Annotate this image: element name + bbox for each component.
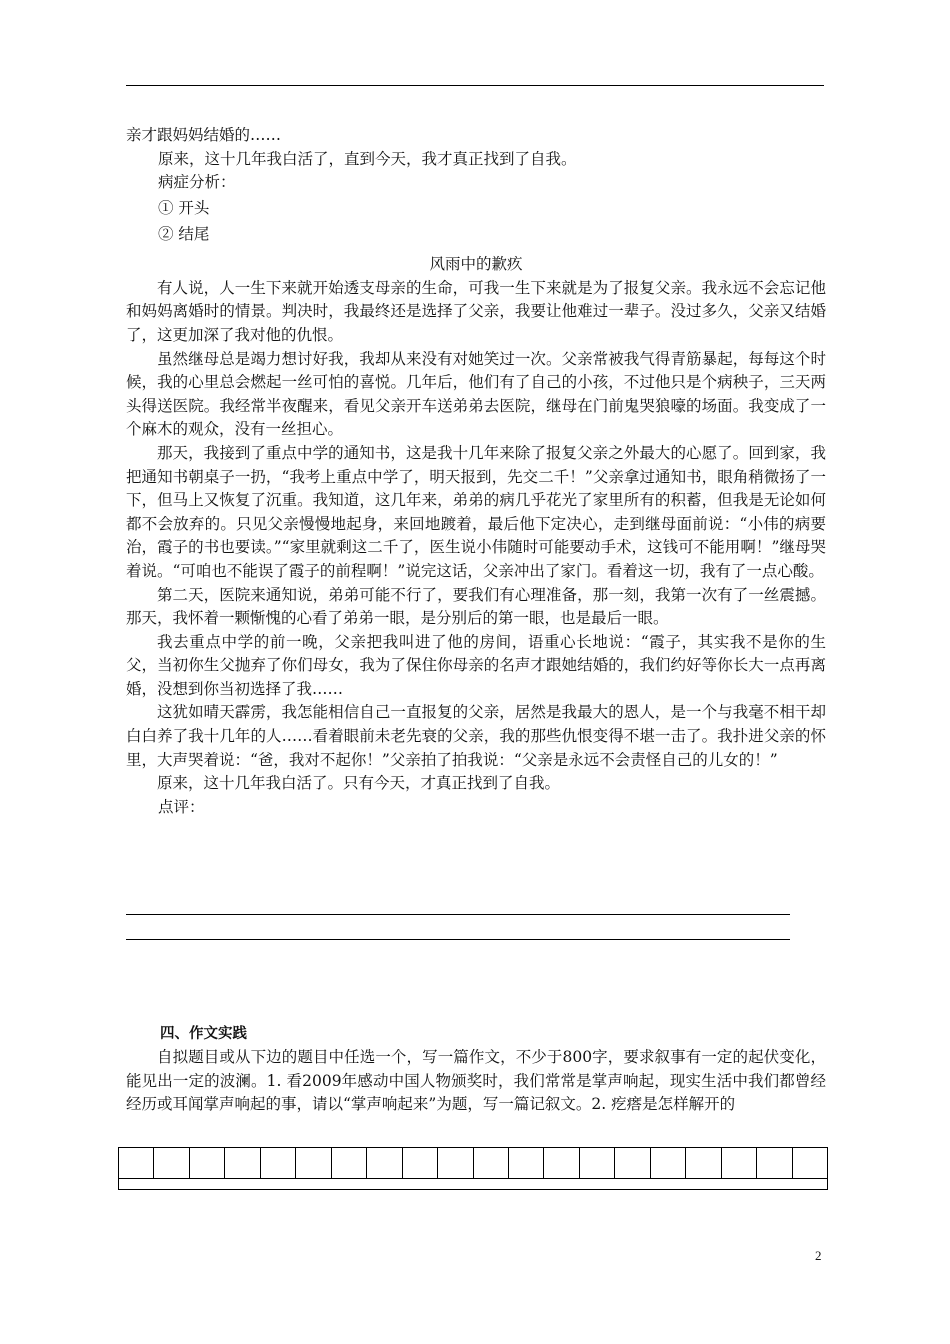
practice-heading: 四、作文实践 bbox=[160, 1026, 247, 1042]
grid-cell bbox=[403, 1148, 438, 1178]
diagnosis-item-opening: ① 开头 bbox=[158, 198, 210, 217]
grid-cell bbox=[544, 1148, 579, 1178]
grid-cell bbox=[474, 1148, 509, 1178]
diagnosis-item-ending: ② 结尾 bbox=[158, 224, 210, 243]
comment-label: 点评： bbox=[158, 797, 205, 816]
essay-paragraph: 第二天，医院来通知说，弟弟可能不行了，要我们有心理准备，那一刻，我第一次有了一丝震撼。那天，我怀着一颗惭愧的心看了弟弟一眼，是分别后的第一眼，也是最后一眼。 bbox=[126, 585, 826, 628]
continuation-conclusion: 原来，这十几年我白活了，直到今天，我才真正找到了自我。 bbox=[158, 149, 577, 168]
answer-line bbox=[126, 914, 790, 915]
answer-line bbox=[126, 939, 790, 940]
grid-cell bbox=[261, 1148, 296, 1178]
document-body bbox=[126, 124, 826, 819]
grid-cell bbox=[367, 1148, 402, 1178]
essay-title: 风雨中的歉疚 bbox=[429, 254, 523, 273]
essay-paragraph: 我去重点中学的前一晚，父亲把我叫进了他的房间，语重心长地说：“霞子，其实我不是你的生父，当初你生父抛弃了你们母女，我为了保住你母亲的名声才跟她结婚的，我们约好等你长大一点再离婚，没想到你当初选择了我…… bbox=[126, 632, 826, 698]
grid-cell bbox=[686, 1148, 721, 1178]
writing-grid bbox=[118, 1147, 828, 1190]
continuation-line: 亲才跟妈妈结婚的…… bbox=[126, 126, 282, 144]
grid-cell bbox=[651, 1148, 686, 1178]
grid-cell bbox=[119, 1148, 154, 1178]
header-rule bbox=[126, 85, 824, 86]
grid-cell bbox=[722, 1148, 757, 1178]
diagnosis-label: 病症分析： bbox=[158, 173, 236, 192]
grid-cell bbox=[509, 1148, 544, 1178]
grid-cell bbox=[438, 1148, 473, 1178]
essay-paragraph: 虽然继母总是竭力想讨好我，我却从来没有对她笑过一次。父亲常被我气得青筋暴起，每每这个时候，我的心里总会燃起一丝可怕的喜悦。几年后，他们有了自己的小孩，不过他只是个病秧子，三天两头得送医院。我经常半夜醒来，看见父亲开车送弟弟去医院，继母在门前鬼哭狼嚎的场面。我变成了一个麻木的观众，没有一丝担心。 bbox=[126, 349, 826, 439]
grid-cell bbox=[580, 1148, 615, 1178]
grid-cell bbox=[757, 1148, 792, 1178]
grid-cell bbox=[154, 1148, 189, 1178]
essay-paragraph: 那天，我接到了重点中学的通知书，这是我十几年来除了报复父亲之外最大的心愿了。回到家，我把通知书朝桌子一扔，“我考上重点中学了，明天报到，先交二千！”父亲拿过通知书，眼角稍微扬了一下，但马上又恢复了沉重。我知道，这几年来，弟弟的病几乎花光了家里所有的积蓄，但我是无论如何都不会放弃的。只见父亲慢慢地起身，来回地踱着，最后他下定决心，走到继母面前说：“小伟的病要治，霞子的书也要读。”“家里就剩这二千了，医生说小伟随时可能要动手术，这钱可不能用啊！”继母哭着说。“可咱也不能误了霞子的前程啊！”说完这话，父亲冲出了家门。看着这一切，我有了一点心酸。 bbox=[126, 443, 826, 580]
grid-cell bbox=[190, 1148, 225, 1178]
essay-paragraph: 这犹如晴天霹雳，我怎能相信自己一直报复的父亲，居然是我最大的恩人，是一个与我毫不相干却白白养了我十几年的人……看着眼前未老先衰的父亲，我的那些仇恨变得不堪一击了。我扑进父亲的怀里，大声哭着说：“爸，我对不起你！”父亲拍了拍我说：“父亲是永远不会责怪自己的儿女的！” bbox=[126, 703, 826, 769]
comment-answer-lines bbox=[126, 914, 790, 964]
grid-cell bbox=[225, 1148, 260, 1178]
page-number: 2 bbox=[815, 1248, 822, 1263]
essay-paragraph: 有人说，人一生下来就开始透支母亲的生命，可我一生下来就是为了报复父亲。我永远不会忘记他和妈妈离婚时的情景。判决时，我最终还是选择了父亲，我要让他难过一辈子。没过多久，父亲又结婚了，这更加深了我对他的仇恨。 bbox=[126, 278, 826, 344]
grid-cell bbox=[296, 1148, 331, 1178]
essay-paragraph: 原来，这十几年我白活了。只有今天，才真正找到了自我。 bbox=[157, 774, 561, 793]
grid-cell bbox=[615, 1148, 650, 1178]
grid-cell bbox=[332, 1148, 367, 1178]
grid-cell bbox=[793, 1148, 827, 1178]
practice-body: 自拟题目或从下边的题目中任选一个，写一篇作文，不少于800字，要求叙事有一定的起伏变化，能见出一定的波澜。1. 看2009年感动中国人物颁奖时，我们常常是掌声响起，现实生活中我们都曾经经历或耳闻掌声响起的事，请以“掌声响起来”为题，写一篇记叙文。2. 疙瘩是怎样解开的 bbox=[126, 1048, 826, 1114]
grid-row bbox=[119, 1148, 827, 1179]
practice-section bbox=[126, 1022, 826, 1117]
